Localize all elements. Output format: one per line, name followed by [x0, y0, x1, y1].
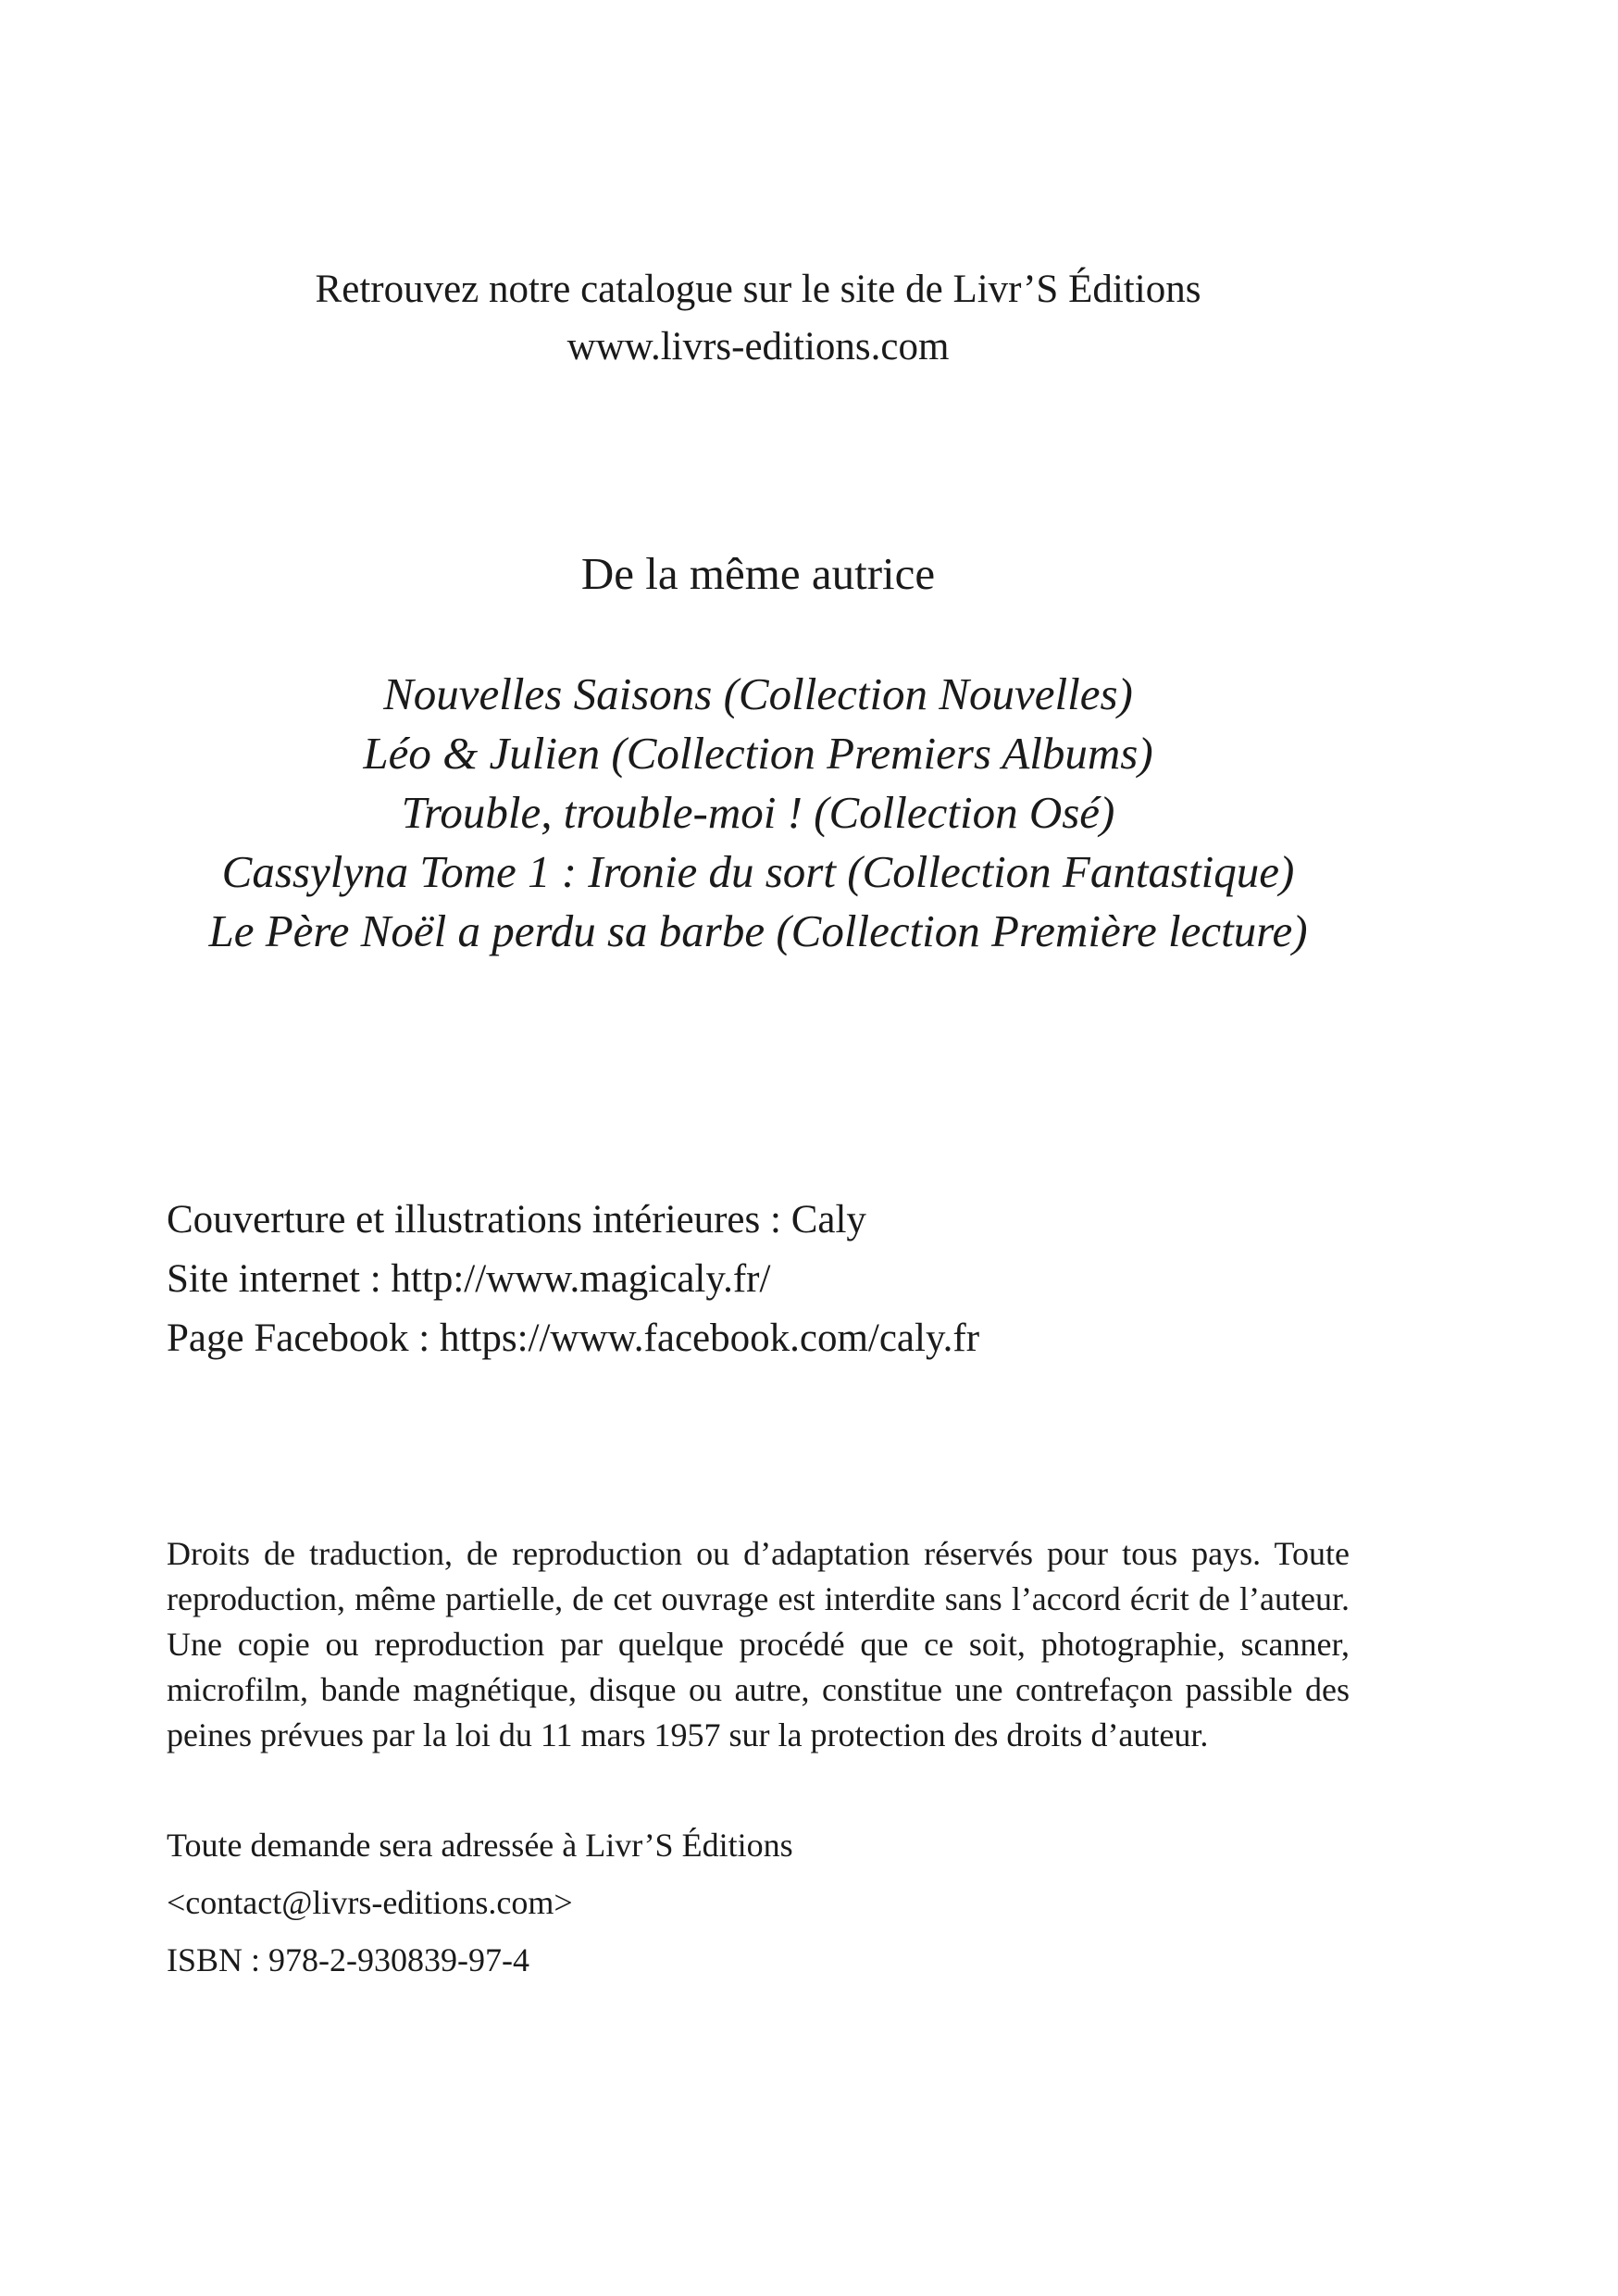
- book-title: Nouvelles Saisons (Collection Nouvelles): [383, 668, 1133, 719]
- book-title: Trouble, trouble-moi ! (Collection Osé): [401, 787, 1115, 838]
- book-title: Cassylyna Tome 1 : Ironie du sort (Collection Fantastique): [221, 846, 1295, 897]
- illustrator-website: Site internet : http://www.magicaly.fr/: [167, 1257, 771, 1301]
- illustration-credits: [167, 1191, 1462, 1368]
- catalogue-notice: [0, 261, 1516, 376]
- publisher-website: www.livrs-editions.com: [566, 325, 950, 368]
- book-list: [0, 665, 1516, 961]
- publisher-contact: [167, 1816, 1350, 1989]
- copyright-notice: Droits de traduction, de reproduction ou d’adaptation réservés pour tous pays. Toute reproduction, même partielle, de cet ouvrage est interdite sans l’accord écrit de l’auteur. Une copie ou reproduction par quelque procédé que ce soit, photographie, scanner, microfilm, bande magnétique, disque ou autre, constitue une contrefaçon passible des peines prévues par la loi du 11 mars 1957 sur la protection des droits d’auteur.: [167, 1535, 1350, 1753]
- catalogue-text: Retrouvez notre catalogue sur le site de Livr’S Éditions: [315, 268, 1201, 311]
- cover-credit: Couverture et illustrations intérieures : Caly: [167, 1198, 866, 1242]
- book-title: Léo & Julien (Collection Premiers Albums): [363, 728, 1153, 779]
- same-author-heading: De la même autrice: [580, 548, 936, 599]
- book-title: Le Père Noël a perdu sa barbe (Collection Première lecture): [208, 905, 1308, 956]
- isbn: ISBN : 978-2-930839-97-4: [167, 1941, 529, 1978]
- illustrator-facebook: Page Facebook : https://www.facebook.com/caly.fr: [167, 1316, 980, 1360]
- contact-email: <contact@livrs-editions.com>: [167, 1884, 573, 1921]
- request-line: Toute demande sera adressée à Livr’S Éditions: [167, 1827, 793, 1864]
